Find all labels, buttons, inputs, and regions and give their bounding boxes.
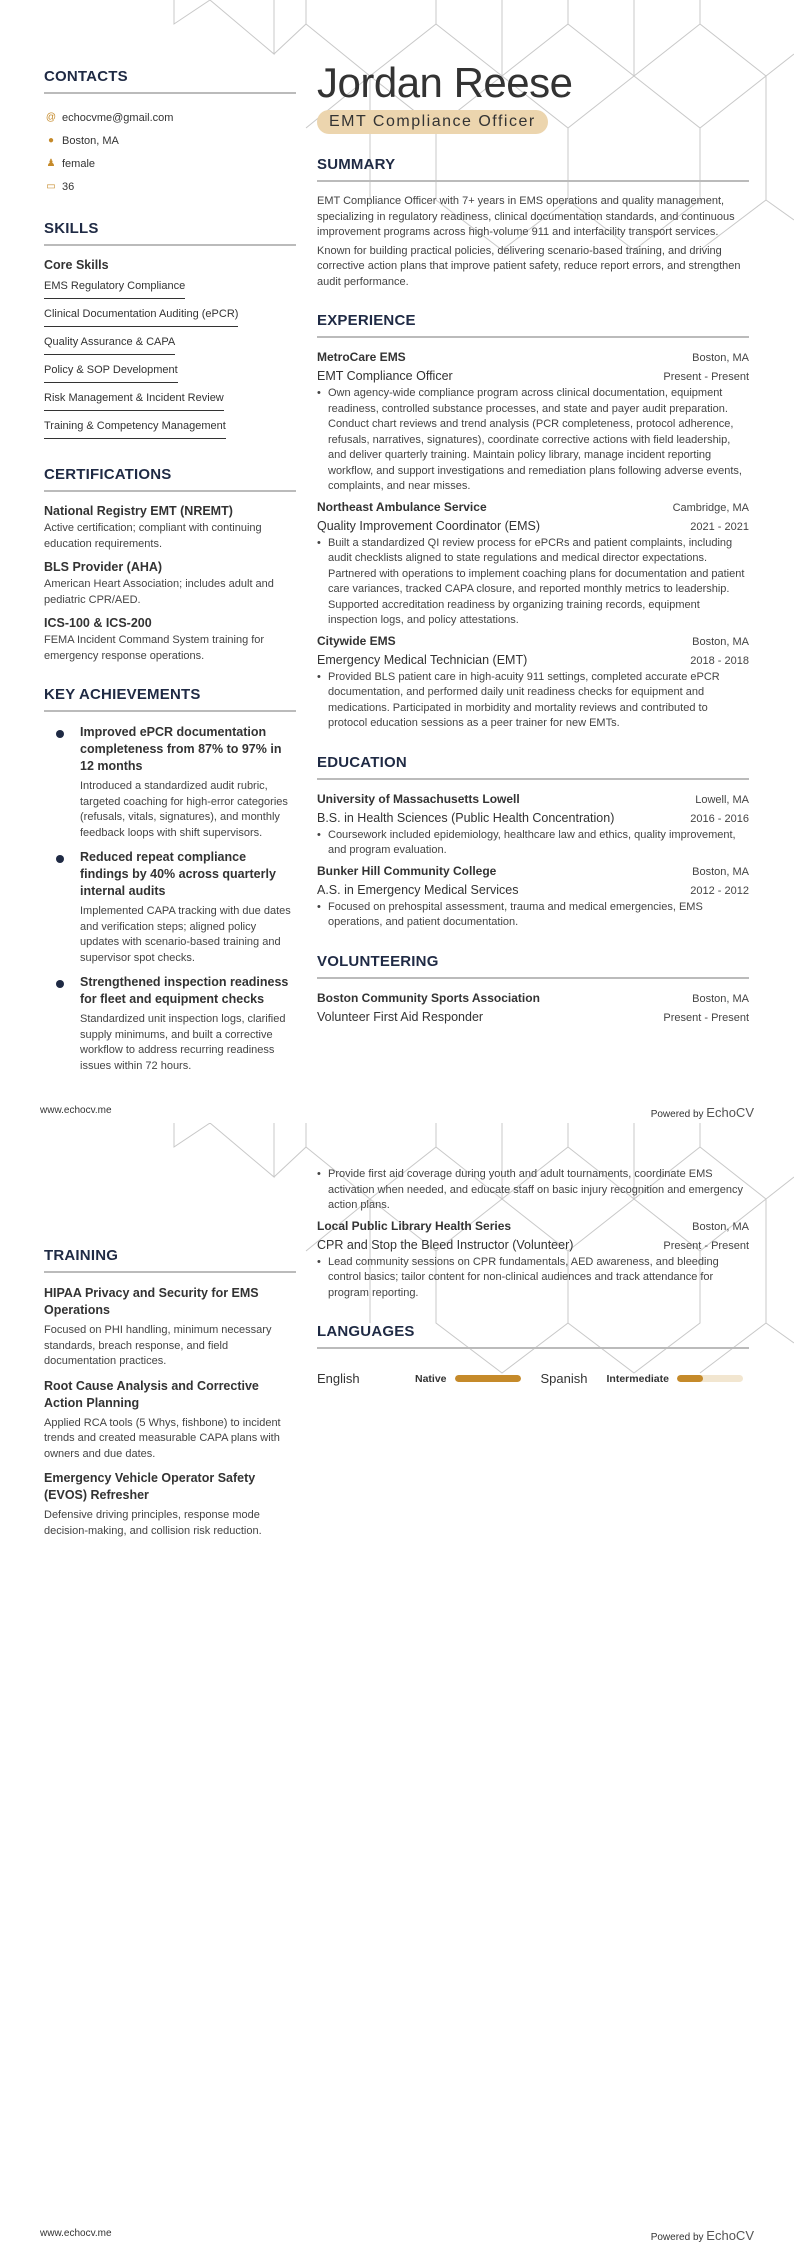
contact-gender [44,152,296,175]
page-footer [40,1105,754,1120]
volunteering-section [317,953,749,1024]
languages-row [317,1371,749,1386]
training-section [44,1247,296,1539]
bullet-icon: • [317,536,321,549]
contact-email[interactable] [44,106,296,129]
bullet-dot-icon [56,980,64,988]
achievements-section [44,686,296,1074]
page-footer [40,2228,754,2243]
footer-website-link[interactable]: www.echocv.me [40,2228,112,2239]
candidate-name: Jordan Reese [317,59,573,106]
at-icon: @ [45,112,57,123]
training-desc: Focused on PHI handling, minimum necessary standards, breach response, and field documentation practices. [44,1324,272,1367]
degree: B.S. in Health Sciences (Public Health Concentration) [317,810,615,825]
experience-entry [317,634,749,732]
skill-item: Clinical Documentation Auditing (ePCR) [44,306,238,327]
section-heading: VOLUNTEERING [317,953,749,979]
contacts-section [44,68,296,198]
training-title: HIPAA Privacy and Security for EMS Operations [44,1286,259,1317]
date-range: 2016 - 2016 [690,812,749,825]
training-desc: Defensive driving principles, response mode decision-making, and collision risk reduction. [44,1509,262,1537]
employer: MetroCare EMS [317,350,406,364]
employer: Citywide EMS [317,633,396,648]
summary-section [317,156,749,290]
training-item [44,1285,296,1370]
experience-section [317,312,749,732]
section-heading: EXPERIENCE [317,312,749,338]
certification-title: BLS Provider (AHA) [44,560,163,574]
achievement-item [44,849,296,966]
bullet-text: Coursework included epidemiology, healthcare law and ethics, quality improvement, and program evaluation. [328,828,736,856]
language-name: English [317,1371,360,1386]
contact-value: female [62,157,96,170]
experience-entry [317,500,749,629]
right-column [317,58,749,1046]
location: Boston, MA [692,1220,749,1233]
certification-desc: FEMA Incident Command System training for emergency response operations. [44,634,265,662]
skill-item: Risk Management & Incident Review [44,390,224,411]
left-column [44,68,296,1096]
left-column [44,1247,296,1561]
brand-logo: EchoCV [706,1105,754,1120]
bullet-text: Lead community sessions on CPR fundamentals, AED awareness, and bleeding control basics; tailor content for non-clinical audiences and track attendance for program reporting. [328,1255,719,1299]
volunteering-continued [317,1167,749,1214]
certification-item [44,560,296,608]
bullet-dot-icon [56,855,64,863]
bullet-icon: • [317,670,321,683]
job-role: Emergency Medical Technician (EMT) [317,652,528,667]
volunteer-role: CPR and Stop the Bleed Instructor (Volunteer) [317,1237,574,1252]
proficiency-fill [677,1375,703,1382]
education-section [317,754,749,931]
achievement-title: Reduced repeat compliance findings by 40% across quarterly internal audits [80,850,276,898]
location-pin-icon: ● [47,135,55,146]
skill-item: Quality Assurance & CAPA [44,334,175,355]
location: Boston, MA [692,635,749,648]
language-proficiency-bar [677,1375,743,1382]
certifications-section [44,466,296,664]
date-range: Present - Present [663,1011,749,1024]
education-entry [317,864,749,931]
volunteer-role: Volunteer First Aid Responder [317,1009,484,1024]
powered-by-label: Powered by [650,2232,704,2243]
date-range: 2021 - 2021 [690,520,749,533]
organization: Local Public Library Health Series [317,1218,512,1233]
skills-section [44,220,296,444]
section-heading: CERTIFICATIONS [44,466,296,492]
job-role: EMT Compliance Officer [317,369,453,383]
date-range: 2012 - 2012 [690,884,749,897]
section-heading: SUMMARY [317,156,749,182]
powered-by-label: Powered by [650,1109,704,1120]
certification-desc: American Heart Association; includes adult and pediatric CPR/AED. [44,578,274,606]
bullet-icon: • [317,900,321,913]
bullet-icon: • [317,387,321,399]
training-item [44,1378,296,1463]
section-heading: CONTACTS [44,68,296,94]
date-range: Present - Present [663,1239,749,1252]
calendar-icon: ▭ [46,181,56,192]
experience-entry [317,350,749,495]
bullet-icon: • [317,1168,321,1180]
skill-item: EMS Regulatory Compliance [44,278,185,299]
section-heading: LANGUAGES [317,1323,749,1349]
brand-logo: EchoCV [706,2228,754,2243]
training-title: Emergency Vehicle Operator Safety (EVOS) Refresher [44,1471,256,1502]
proficiency-fill [455,1375,521,1382]
degree: A.S. in Emergency Medical Services [317,882,519,897]
bullet-text: Own agency-wide compliance program across clinical documentation, equipment readiness, controlled substance processes, and state and payer audit preparation. Conduct chart reviews and trend analysis (PCR completeness, protocol adherence, refusals, narratives, signatures), coordinate corrective actions with field leadership, and deliver quarterly training. Maintain policy library, manage incident reporting workflow, and support investigations and remediation plans following adverse events, complaints, and near misses. [328,387,742,492]
language-proficiency-bar [455,1375,521,1382]
achievement-desc: Implemented CAPA tracking with due dates and verification steps; aligned policy updates with scenario-based training and supervisor spot checks. [80,905,291,964]
achievement-title: Improved ePCR documentation completeness from 87% to 97% in 12 months [80,725,282,773]
school: University of Massachusetts Lowell [317,791,520,806]
skill-group-title: Core Skills [44,258,109,272]
organization: Boston Community Sports Association [317,990,540,1005]
school: Bunker Hill Community College [317,863,497,878]
languages-section [317,1323,749,1386]
powered-by [651,2228,754,2243]
right-column [317,1164,749,1408]
section-heading: EDUCATION [317,754,749,780]
bullet-icon: • [317,828,321,841]
contact-value: Boston, MA [62,134,119,147]
section-heading: KEY ACHIEVEMENTS [44,686,296,712]
section-heading: TRAINING [44,1247,296,1273]
location: Lowell, MA [695,793,749,806]
volunteering-entry [317,991,749,1024]
date-range: Present - Present [663,371,749,383]
job-role: Quality Improvement Coordinator (EMS) [317,518,540,533]
employer: Northeast Ambulance Service [317,499,487,514]
bullet-text: Built a standardized QI review process for ePCRs and patient complaints, including audit checklists aligned to state regulations and medical director expectations. Partnered with operations to implement coaching plans for documentation and patient care variances, tracked CAPA closure, and reported monthly metrics to leadership. Supported accreditation readiness by organizing training records, equipment inspection logs, and policy attestations. [328,536,745,626]
location: Cambridge, MA [672,501,749,514]
contact-value: echocvme@gmail.com [62,111,174,124]
powered-by [651,1105,754,1120]
training-title: Root Cause Analysis and Corrective Action Planning [44,1378,259,1410]
summary-paragraph: EMT Compliance Officer with 7+ years in EMS operations and quality management, specializing in regulatory readiness, clinical documentation standards, and continuous improvement programs across high-volume 911 and interfacility transport services. [317,195,735,238]
training-item [44,1470,296,1539]
location: Boston, MA [692,865,749,878]
contact-age [44,175,296,198]
bullet-text: Focused on prehospital assessment, trauma and medical emergencies, EMS operations, and patient documentation. [328,900,703,928]
job-title-badge: EMT Compliance Officer [317,110,548,134]
section-heading: SKILLS [44,220,296,246]
footer-website-link[interactable]: www.echocv.me [40,1105,112,1116]
education-entry [317,792,749,859]
bullet-text: Provide first aid coverage during youth and adult tournaments, coordinate EMS activation when needed, and educate staff on basic injury recognition and emergency action plans. [328,1168,744,1211]
location: Boston, MA [692,992,749,1005]
language-name: Spanish [540,1371,588,1386]
certification-item [44,616,296,664]
certification-title: National Registry EMT (NREMT) [44,504,233,518]
language-level: Native [415,1372,447,1385]
training-desc: Applied RCA tools (5 Whys, fishbone) to incident trends and created measurable CAPA plans with owners and due dates. [44,1416,281,1460]
certification-desc: Active certification; compliant with continuing education requirements. [44,522,262,550]
certification-item [44,504,296,552]
volunteering-entry [317,1219,749,1302]
skill-item: Policy & SOP Development [44,362,178,383]
person-icon: ♟ [46,158,56,169]
bullet-text: Provided BLS patient care in high-acuity 911 settings, completed accurate ePCR documentation, and performed daily unit readiness checks for equipment and medications. Participated in morbidity and mortality reviews and contributed to protocol education sessions as a peer trainer for new EMTs. [328,670,720,729]
certification-title: ICS-100 & ICS-200 [44,616,152,630]
language-level: Intermediate [606,1372,669,1385]
location: Boston, MA [692,352,749,364]
achievement-desc: Standardized unit inspection logs, clarified supply minimums, and built a corrective workflow to address recurring readiness issues within 72 hours. [80,1013,286,1072]
skill-item: Training & Competency Management [44,418,226,439]
achievement-item [44,724,296,841]
achievement-title: Strengthened inspection readiness for fleet and equipment checks [80,975,289,1006]
achievement-item [44,974,296,1074]
bullet-icon: • [317,1255,321,1268]
resume-page-2 [0,1123,794,2246]
date-range: 2018 - 2018 [690,654,749,667]
bullet-dot-icon [56,730,64,738]
achievement-desc: Introduced a standardized audit rubric, targeted coaching for high-error categories (refusals, vitals, signatures), and monthly feedback loops with shift supervisors. [80,780,288,839]
contact-value: 36 [62,180,75,193]
summary-paragraph: Known for building practical policies, delivering scenario-based training, and driving corrective action plans that improve patient safety, reduce report errors, and strengthen audit performance. [317,244,741,288]
contact-location [44,129,296,152]
